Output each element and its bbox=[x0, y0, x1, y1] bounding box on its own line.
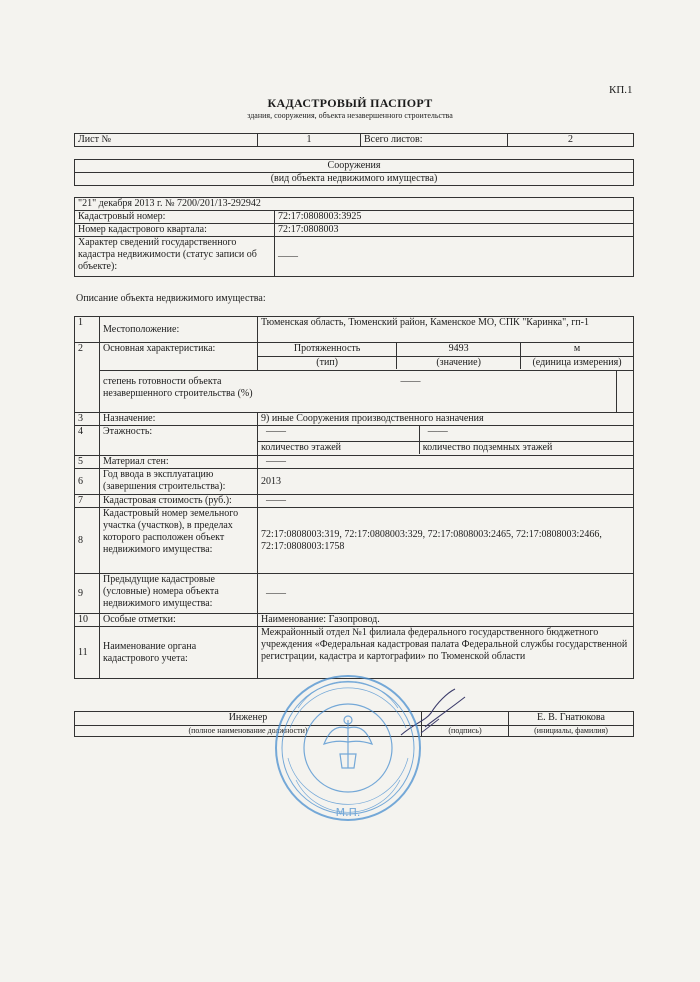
char-value: 9493 bbox=[397, 343, 521, 356]
quarter-label: Номер кадастрового квартала: bbox=[75, 224, 275, 237]
year-label: Год ввода в эксплуатацию (завершения строительства): bbox=[100, 469, 258, 495]
authority-label: Наименование органа кадастрового учета: bbox=[100, 627, 258, 679]
description-heading: Описание объекта недвижимого имущества: bbox=[76, 293, 266, 304]
status-value: —— bbox=[275, 237, 634, 277]
cad-number-label: Кадастровый номер: bbox=[75, 211, 275, 224]
readiness-label: степень готовности объекта незавершенного строительства (%) bbox=[103, 376, 253, 399]
previous-numbers-value: —— bbox=[258, 574, 634, 614]
underground-value: —— bbox=[419, 426, 633, 441]
row-number: 7 bbox=[75, 495, 100, 508]
row-number: 4 bbox=[75, 426, 100, 456]
char-unit-caption: (единица измерения) bbox=[532, 356, 622, 368]
sheet-value: 1 bbox=[258, 134, 361, 147]
registry-date: "21" декабря 2013 г. № 7200/201/13-292942 bbox=[75, 198, 634, 211]
wall-material-value: —— bbox=[258, 456, 634, 469]
char-type-caption: (тип) bbox=[258, 356, 397, 369]
authority-value: Межрайонный отдел №1 филиала федерального государственного бюджетного учреждения «Федеральная кадастровая палата Федеральной службы государственной регистрации, кадастра и картографии» по Тюменской области bbox=[258, 627, 634, 679]
row-number: 3 bbox=[75, 413, 100, 426]
location-value: Тюменская область, Тюменский район, Каменское МО, СПК "Каринка", гп-1 bbox=[258, 317, 634, 343]
name-caption: (инициалы, фамилия) bbox=[509, 726, 634, 737]
row-number: 11 bbox=[75, 627, 100, 679]
char-value-caption: (значение) bbox=[397, 356, 521, 369]
row-number: 10 bbox=[75, 614, 100, 627]
cadastral-cost-value: —— bbox=[258, 495, 634, 508]
doc-subtitle: здания, сооружения, объекта незавершенного строительства bbox=[247, 111, 453, 120]
sheet-label: Лист № bbox=[75, 134, 258, 147]
wall-material-label: Материал стен: bbox=[100, 456, 258, 469]
row-number: 6 bbox=[75, 469, 100, 495]
special-marks-value: Наименование: Газопровод. bbox=[258, 614, 634, 627]
main-characteristic-label: Основная характеристика: bbox=[100, 343, 258, 371]
row-number: 5 bbox=[75, 456, 100, 469]
object-kind-caption: (вид объекта недвижимого имущества) bbox=[75, 173, 634, 186]
sheets-table bbox=[74, 133, 634, 147]
special-marks-label: Особые отметки: bbox=[100, 614, 258, 627]
floors-value: —— bbox=[258, 426, 419, 441]
row-number: 8 bbox=[75, 508, 100, 574]
signer-position: Инженер bbox=[75, 712, 422, 726]
doc-title: КАДАСТРОВЫЙ ПАСПОРТ bbox=[267, 96, 433, 110]
position-caption: (полное наименование должности) bbox=[75, 726, 422, 737]
registry-table bbox=[74, 197, 634, 277]
land-plot-label: Кадастровый номер земельного участка (участков), в пределах которого расположен объект недвижимого имущества: bbox=[100, 508, 258, 574]
floors-caption: количество этажей bbox=[258, 441, 419, 454]
readiness-value: —— bbox=[400, 376, 421, 387]
char-type: Протяженность bbox=[258, 343, 397, 356]
land-plot-value: 72:17:0808003:319, 72:17:0808003:329, 72:17:0808003:2465, 72:17:0808003:2466, 72:17:0808003:1758 bbox=[258, 508, 634, 574]
total-sheets-label: Всего листов: bbox=[361, 134, 508, 147]
official-stamp bbox=[268, 668, 428, 828]
quarter-value: 72:17:0808003 bbox=[275, 224, 634, 237]
signature-caption: (подпись) bbox=[422, 726, 509, 737]
previous-numbers-label: Предыдущие кадастровые (условные) номера объекта недвижимого имущества: bbox=[100, 574, 258, 614]
underground-caption: количество подземных этажей bbox=[422, 441, 553, 453]
floors-label: Этажность: bbox=[100, 426, 258, 456]
year-value: 2013 bbox=[258, 469, 634, 495]
signer-name: Е. В. Гнатюкова bbox=[509, 712, 634, 726]
cadastral-cost-label: Кадастровая стоимость (руб.): bbox=[100, 495, 258, 508]
total-sheets-value: 2 bbox=[508, 134, 634, 147]
status-label: Характер сведений государственного кадастра недвижимости (статус записи об объекте): bbox=[75, 237, 275, 277]
eagle-icon bbox=[324, 716, 372, 768]
char-unit: м bbox=[521, 343, 634, 356]
purpose-label: Назначение: bbox=[100, 413, 258, 426]
stamp-mark: М.П. bbox=[335, 806, 361, 819]
description-table bbox=[74, 316, 634, 679]
row-number: 2 bbox=[75, 343, 100, 413]
object-kind-table bbox=[74, 159, 634, 186]
object-kind-value: Сооружения bbox=[75, 160, 634, 173]
purpose-value: 9) иные Сооружения производственного назначения bbox=[258, 413, 634, 426]
row-number: 9 bbox=[75, 574, 100, 614]
cad-number-value: 72:17:0808003:3925 bbox=[275, 211, 634, 224]
form-code: КП.1 bbox=[609, 84, 633, 96]
location-label: Местоположение: bbox=[100, 317, 258, 343]
row-number: 1 bbox=[75, 317, 100, 343]
